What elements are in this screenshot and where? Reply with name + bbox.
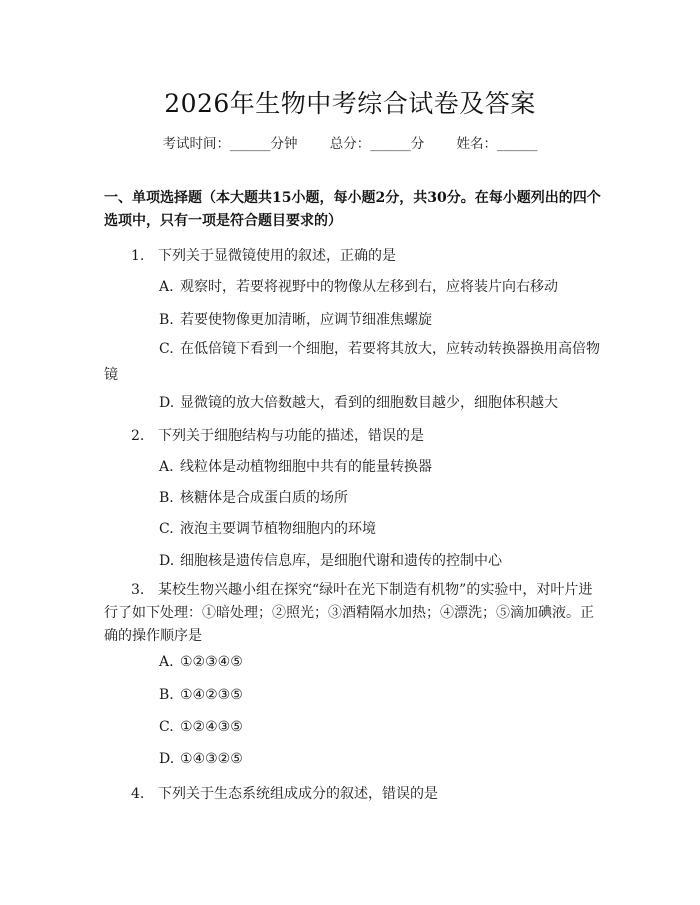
option-text: 液泡主要调节植物细胞内的环境 — [180, 521, 376, 537]
option-letter: B. — [159, 490, 174, 506]
question-number: 1. — [131, 248, 145, 264]
option-letter: A. — [159, 459, 174, 475]
exam-title: 2026年生物中考综合试卷及答案 — [164, 89, 536, 118]
option-text: ①④②③⑤ — [180, 687, 243, 703]
option-text: 显微镜的放大倍数越大，看到的细胞数目越少，细胞体积越大 — [180, 395, 558, 411]
option-text: 核糖体是合成蛋白质的场所 — [180, 490, 348, 506]
option-letter: D. — [159, 751, 175, 767]
question-number: 3. — [131, 582, 145, 598]
option-letter: C. — [159, 719, 174, 735]
option-3d — [159, 751, 243, 767]
question-1 — [131, 245, 396, 265]
option-3b — [159, 687, 243, 703]
option-text: 细胞核是遗传信息库，是细胞代谢和遗传的控制中心 — [180, 553, 502, 569]
question-4 — [131, 783, 438, 803]
option-text: ①②④③⑤ — [180, 719, 243, 735]
option-text: ①②③④⑤ — [180, 654, 243, 670]
option-letter: D. — [159, 395, 175, 411]
option-letter: C. — [159, 341, 174, 357]
section-heading: 一、单项选择题（本大题共15小题，每小题2分，共30分。在每小题列出的四个选项中，只有一项是符合题目要求的） — [104, 190, 601, 229]
option-letter: B. — [159, 312, 174, 328]
question-stem: 下列关于生态系统组成成分的叙述，错误的是 — [158, 786, 438, 802]
option-1b — [159, 309, 432, 329]
question-3 — [104, 579, 600, 648]
option-letter: D. — [159, 553, 175, 569]
option-letter: C. — [159, 521, 174, 537]
option-1a — [159, 276, 558, 296]
option-text: 观察时，若要将视野中的物像从左移到右，应将装片向右移动 — [180, 279, 558, 295]
question-2 — [131, 425, 424, 445]
option-2d — [159, 550, 502, 570]
option-3a — [159, 654, 243, 670]
option-text: 线粒体是动植物细胞中共有的能量转换器 — [180, 459, 432, 475]
exam-meta-line — [0, 132, 700, 152]
option-text: 若要使物像更加清晰，应调节细准焦螺旋 — [180, 312, 432, 328]
question-number: 4. — [131, 786, 145, 802]
option-letter: A. — [159, 654, 174, 670]
exam-time-field: 考试时间：______分钟 — [162, 136, 298, 152]
option-2b — [159, 487, 348, 507]
option-2c — [159, 518, 376, 538]
question-stem: 某校生物兴趣小组在探究“绿叶在光下制造有机物”的实验中，对叶片进行了如下处理：①暗处理；②照光；③酒精隔水加热；④漂洗；⑤滴加碘液。正确的操作顺序是 — [104, 582, 594, 644]
option-3c — [159, 719, 243, 735]
option-text: 在低倍镜下看到一个细胞，若要将其放大，应转动转换器换用高倍物镜 — [104, 341, 600, 383]
option-letter: A. — [159, 279, 174, 295]
question-number: 2. — [131, 428, 145, 444]
total-score-field: 总分：______分 — [329, 136, 425, 152]
option-1d — [159, 392, 558, 412]
option-2a — [159, 456, 432, 476]
option-letter: B. — [159, 687, 174, 703]
student-name-field: 姓名：______ — [456, 136, 538, 152]
option-1c — [104, 336, 600, 388]
question-stem: 下列关于细胞结构与功能的描述，错误的是 — [158, 428, 424, 444]
question-stem: 下列关于显微镜使用的叙述，正确的是 — [158, 248, 396, 264]
option-text: ①④③②⑤ — [180, 751, 243, 767]
